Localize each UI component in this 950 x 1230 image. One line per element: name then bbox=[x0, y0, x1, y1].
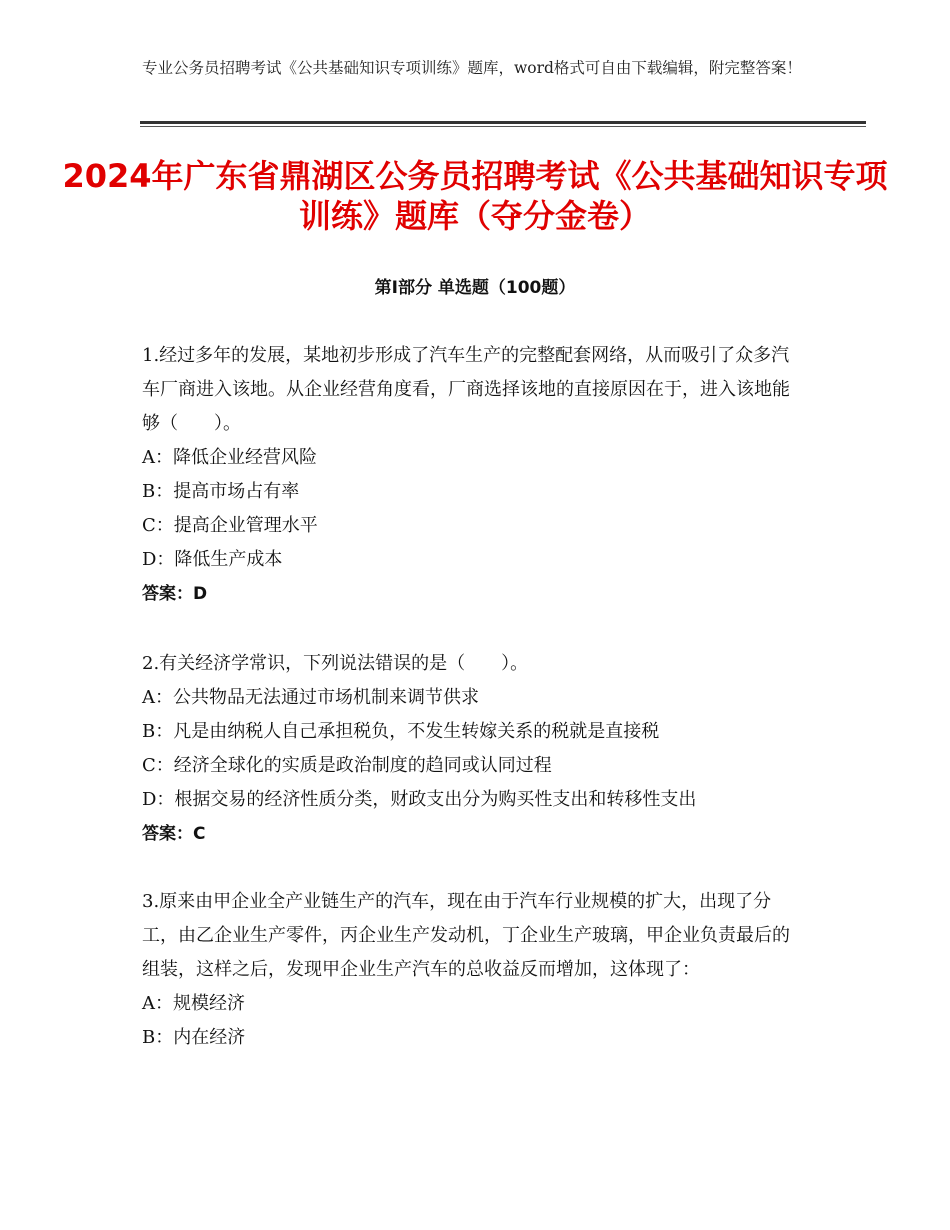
question-1 bbox=[142, 339, 807, 611]
section-title: 第Ⅰ部分 单选题（100题） bbox=[374, 278, 576, 298]
answer: 答案：C bbox=[142, 824, 206, 844]
answer: 答案：D bbox=[142, 584, 208, 604]
option-d: D：降低生产成本 bbox=[142, 549, 283, 570]
header-divider-thick bbox=[140, 121, 866, 124]
option-b: B：内在经济 bbox=[142, 1027, 246, 1048]
document-title: 2024年广东省鼎湖区公务员招聘考试《公共基础知识专项训练》题库（夺分金卷） bbox=[62, 157, 888, 235]
option-d: D：根据交易的经济性质分类，财政支出分为购买性支出和转移性支出 bbox=[142, 789, 697, 810]
option-a: A：规模经济 bbox=[142, 993, 245, 1014]
question-stem: 2.有关经济学常识，下列说法错误的是（ ）。 bbox=[142, 653, 529, 674]
option-c: C：提高企业管理水平 bbox=[142, 515, 318, 536]
question-stem: 1.经过多年的发展，某地初步形成了汽车生产的完整配套网络，从而吸引了众多汽车厂商进入该地。从企业经营角度看，厂商选择该地的直接原因在于，进入该地能够（ ）。 bbox=[142, 345, 790, 434]
option-c: C：经济全球化的实质是政治制度的趋同或认同过程 bbox=[142, 755, 552, 776]
option-b: B：提高市场占有率 bbox=[142, 481, 300, 502]
option-a: A：降低企业经营风险 bbox=[142, 447, 317, 468]
question-stem: 3.原来由甲企业全产业链生产的汽车，现在由于汽车行业规模的扩大，出现了分工，由乙企业生产零件，丙企业生产发动机，丁企业生产玻璃，甲企业负责最后的组装，这样之后，发现甲企业生产汽车的总收益反而增加，这体现了： bbox=[142, 891, 790, 980]
option-b: B：凡是由纳税人自己承担税负，不发生转嫁关系的税就是直接税 bbox=[142, 721, 660, 742]
question-3 bbox=[142, 885, 807, 1055]
question-2 bbox=[142, 647, 807, 851]
header-note: 专业公务员招聘考试《公共基础知识专项训练》题库，word格式可自由下载编辑，附完整答案！ bbox=[142, 59, 802, 77]
option-a: A：公共物品无法通过市场机制来调节供求 bbox=[142, 687, 479, 708]
header-divider-thin bbox=[140, 126, 866, 127]
